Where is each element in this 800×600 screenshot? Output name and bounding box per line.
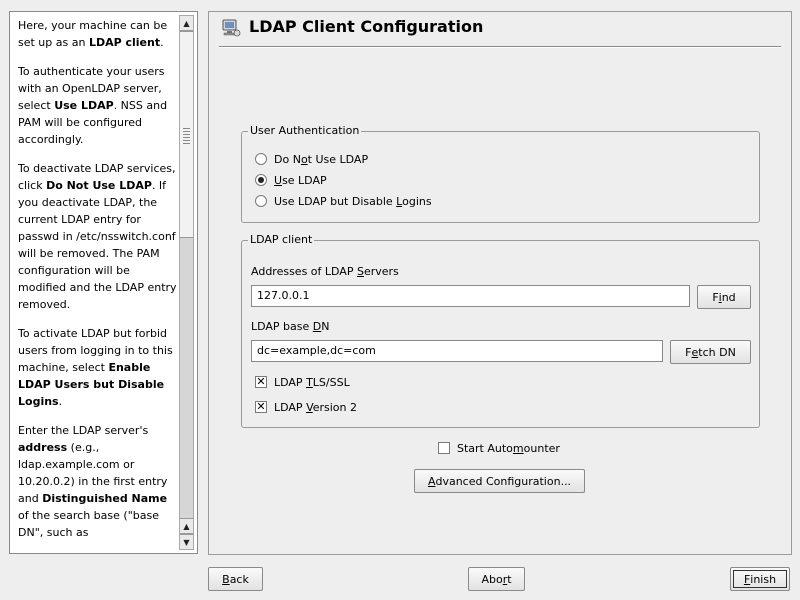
ldap-client-frame bbox=[241, 233, 760, 428]
radio-label: Do Not Use LDAP bbox=[274, 152, 369, 166]
help-paragraph bbox=[18, 17, 178, 51]
help-text-run: Here, your machine can be set up as an bbox=[18, 19, 168, 49]
radio-circle[interactable] bbox=[255, 195, 267, 207]
checkbox-label: Start Automounter bbox=[457, 441, 560, 455]
ldap-base-dn-input[interactable]: dc=example,dc=com bbox=[251, 340, 663, 362]
help-text-run: of the search base ("base DN", such as bbox=[18, 509, 159, 539]
help-emphasis: Use LDAP bbox=[54, 99, 114, 112]
title-divider bbox=[219, 46, 781, 48]
user-authentication-label: User Authentication bbox=[250, 124, 360, 137]
help-text-run: To activate LDAP but forbid users from logging in to this machine, select bbox=[18, 327, 173, 374]
help-text-run: To authenticate your users with an OpenLDAP server, select bbox=[18, 65, 165, 112]
find-button[interactable]: F i nd bbox=[697, 285, 751, 309]
help-text-run: Enter the LDAP server's bbox=[18, 424, 149, 437]
checkbox-label: LDAP TLS/SSL bbox=[274, 375, 350, 389]
help-emphasis: Do Not Use LDAP bbox=[46, 179, 152, 192]
ldap-client-label: LDAP client bbox=[250, 233, 313, 246]
help-text-run: . NSS and PAM will be configured accordingly. bbox=[18, 99, 168, 146]
checkbox-mark-icon[interactable]: ✕ bbox=[256, 400, 266, 413]
fetch-dn-button[interactable]: F e tch DN bbox=[670, 340, 751, 364]
radio-circle[interactable] bbox=[255, 153, 267, 165]
back-button[interactable]: B ack bbox=[208, 567, 263, 591]
help-text bbox=[18, 17, 178, 553]
finish-button[interactable]: F inish bbox=[730, 567, 790, 591]
grip-icon bbox=[183, 128, 190, 144]
ldap-servers-input[interactable]: 127.0.0.1 bbox=[251, 285, 690, 307]
abort-button[interactable]: Abo r t bbox=[468, 567, 525, 591]
ldap-base-dn-label: LDAP base DN bbox=[251, 320, 330, 333]
help-text-run: (e.g., ldap.example.com or 10.20.0.2) in the first entry and bbox=[18, 441, 168, 505]
help-paragraph bbox=[18, 63, 178, 148]
checkbox-label: LDAP Version 2 bbox=[274, 400, 358, 414]
radio-circle[interactable] bbox=[255, 174, 267, 186]
ldap-tls-ssl-checkbox[interactable] bbox=[255, 374, 350, 390]
help-text-run: To deactivate LDAP services, click bbox=[18, 162, 176, 192]
scroll-down-arrow-icon[interactable]: ▼ bbox=[180, 534, 193, 549]
help-paragraph bbox=[18, 160, 178, 313]
advanced-configuration-button[interactable]: A dvanced Configuration... bbox=[414, 469, 585, 493]
radio-use-ldap-disable-logins[interactable] bbox=[255, 193, 432, 209]
scrollbar-thumb[interactable] bbox=[180, 31, 193, 238]
radio-label: Use LDAP but Disable Logins bbox=[274, 194, 432, 208]
radio-use-ldap[interactable] bbox=[255, 172, 327, 188]
scroll-up-arrow-icon[interactable]: ▲ bbox=[180, 16, 193, 31]
page-title: LDAP Client Configuration bbox=[249, 17, 484, 36]
ldap-version-2-checkbox[interactable] bbox=[255, 399, 357, 415]
help-emphasis: Distinguished Name bbox=[42, 492, 168, 505]
help-text-run: . bbox=[160, 36, 164, 49]
help-scrollbar[interactable] bbox=[179, 15, 194, 550]
help-emphasis: LDAP client bbox=[88, 36, 161, 49]
start-automounter-checkbox[interactable] bbox=[438, 440, 560, 456]
computer-network-icon bbox=[221, 18, 241, 38]
scroll-up-small-arrow-icon[interactable]: ▲ bbox=[180, 518, 193, 534]
help-text-run: . bbox=[58, 395, 63, 408]
checkbox-box[interactable] bbox=[438, 442, 450, 454]
user-authentication-frame bbox=[241, 124, 760, 223]
main-panel bbox=[208, 11, 792, 555]
radio-label: Use LDAP bbox=[274, 173, 327, 187]
ldap-servers-label: Addresses of LDAP Servers bbox=[251, 265, 399, 278]
help-emphasis: address bbox=[18, 441, 68, 454]
help-paragraph bbox=[18, 422, 178, 541]
help-paragraph bbox=[18, 325, 178, 410]
help-text-run: . If you deactivate LDAP, the current LDAP entry for passwd in /etc/nsswitch.conf will be removed. The PAM configuration will be modified and the LDAP entry removed. bbox=[18, 179, 177, 311]
checkbox-mark-icon[interactable]: ✕ bbox=[256, 375, 266, 388]
help-emphasis: Enable LDAP Users but Disable Logins bbox=[18, 361, 165, 408]
help-panel bbox=[9, 11, 198, 554]
radio-do-not-use-ldap[interactable] bbox=[255, 151, 368, 167]
